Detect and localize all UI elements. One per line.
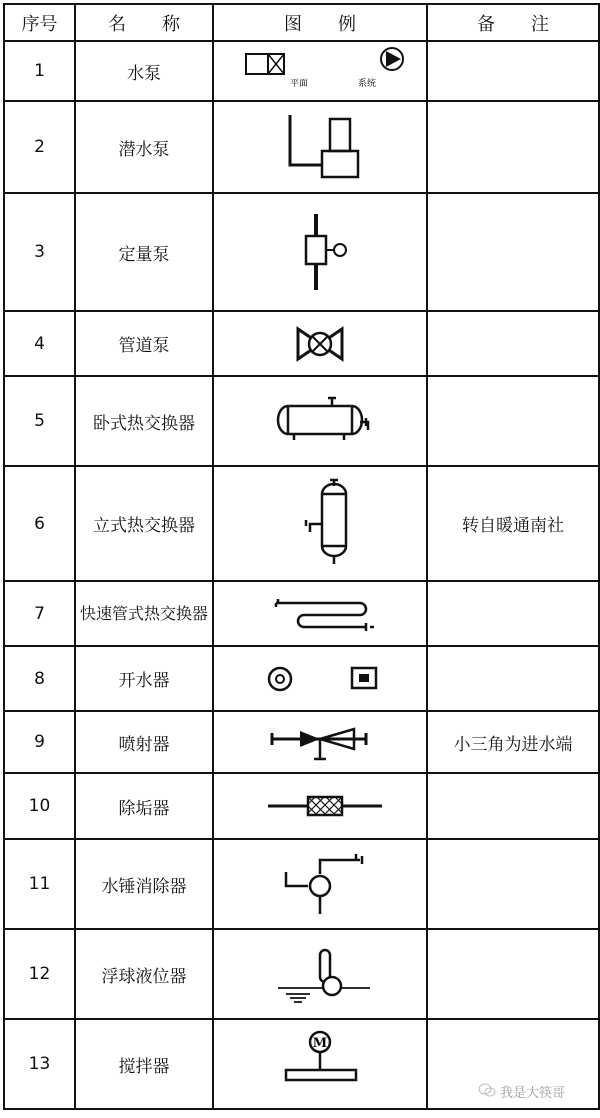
row-no: 11	[4, 839, 75, 929]
horizontal-heat-exchanger-symbol	[213, 376, 427, 466]
submersible-pump-symbol	[213, 101, 427, 193]
row-no: 2	[4, 101, 75, 193]
row-name: 开水器	[75, 646, 213, 711]
table-row	[4, 773, 599, 839]
table-row	[4, 646, 599, 711]
row-note: 小三角为进水端	[427, 711, 599, 773]
plan-label: 平面	[290, 79, 309, 89]
descaler-symbol	[213, 773, 427, 839]
header-row	[4, 4, 599, 41]
metering-pump-symbol	[213, 193, 427, 311]
table-row	[4, 711, 599, 773]
row-note	[427, 193, 599, 311]
row-note	[427, 311, 599, 376]
row-note	[427, 929, 599, 1019]
table-row	[4, 41, 599, 101]
table-row	[4, 311, 599, 376]
table-row	[4, 193, 599, 311]
header-note: 备 注	[427, 4, 599, 41]
table-row	[4, 376, 599, 466]
motor-label: M	[312, 1036, 328, 1051]
row-name: 潜水泵	[75, 101, 213, 193]
row-no: 4	[4, 311, 75, 376]
table-row	[4, 581, 599, 646]
row-note	[427, 839, 599, 929]
water-boiler-symbol	[213, 646, 427, 711]
row-no: 8	[4, 646, 75, 711]
row-name: 快速管式热交换器	[75, 581, 213, 646]
header-name: 名 称	[75, 4, 213, 41]
row-name: 除垢器	[75, 773, 213, 839]
pipeline-pump-symbol	[213, 311, 427, 376]
fast-tube-heat-exchanger-symbol	[213, 581, 427, 646]
row-name: 立式热交换器	[75, 466, 213, 581]
row-no: 3	[4, 193, 75, 311]
water-pump-symbol	[213, 41, 427, 101]
row-no: 7	[4, 581, 75, 646]
row-note	[427, 581, 599, 646]
ejector-symbol	[213, 711, 427, 773]
watermark-text: 我是大筷哥	[500, 1086, 566, 1101]
table-row	[4, 466, 599, 581]
water-hammer-arrester-symbol	[213, 839, 427, 929]
header-symbol: 图 例	[213, 4, 427, 41]
row-no: 13	[4, 1019, 75, 1109]
row-no: 6	[4, 466, 75, 581]
system-label: 系统	[358, 79, 377, 89]
symbol-table	[3, 3, 600, 1110]
row-name: 管道泵	[75, 311, 213, 376]
vertical-heat-exchanger-symbol	[213, 466, 427, 581]
row-note	[427, 646, 599, 711]
row-name: 定量泵	[75, 193, 213, 311]
row-name: 水泵	[75, 41, 213, 101]
row-no: 5	[4, 376, 75, 466]
table-row	[4, 101, 599, 193]
table-row	[4, 929, 599, 1019]
row-name: 卧式热交换器	[75, 376, 213, 466]
row-name: 喷射器	[75, 711, 213, 773]
float-level-gauge-symbol	[213, 929, 427, 1019]
row-note	[427, 773, 599, 839]
row-no: 1	[4, 41, 75, 101]
row-note	[427, 41, 599, 101]
watermark	[478, 1082, 565, 1101]
row-no: 12	[4, 929, 75, 1019]
mixer-symbol	[213, 1019, 427, 1109]
row-name: 水锤消除器	[75, 839, 213, 929]
row-name: 搅拌器	[75, 1019, 213, 1109]
table-row	[4, 839, 599, 929]
row-note	[427, 101, 599, 193]
row-no: 9	[4, 711, 75, 773]
header-no: 序号	[4, 4, 75, 41]
row-no: 10	[4, 773, 75, 839]
row-note	[427, 376, 599, 466]
row-name: 浮球液位器	[75, 929, 213, 1019]
row-note: 转自暖通南社	[427, 466, 599, 581]
wechat-icon	[478, 1083, 496, 1101]
